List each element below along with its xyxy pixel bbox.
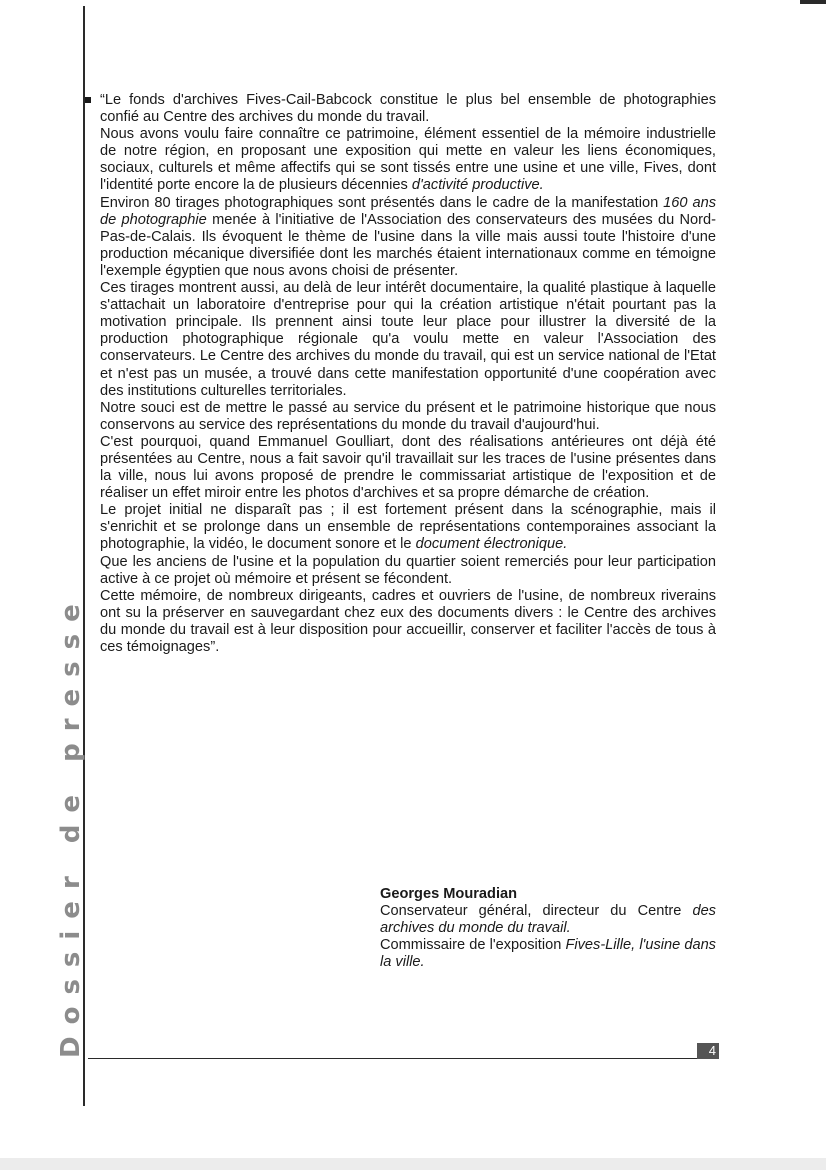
paragraph-bullet xyxy=(85,97,91,103)
signature-title: Conservateur général, directeur du Centre des archives du monde du travail. xyxy=(380,903,716,937)
paragraph-4: Ces tirages montrent aussi, au delà de leur intérêt documentaire, la qualité plastique à laquelle s'attachait un laboratoire d'entreprise pour qui la création artistique n'était pourtant pas la motivation principale. Ils prennent ainsi toute leur place pour illustrer la diversité de la production photographique régionale qu'a voulu mette en valeur l'Association des conservateurs. Le Centre des archives du monde du travail, qui est un service national de l'Etat et n'est pas un musée, a trouvé dans cette manifestation opportunité d'une coopération avec des institutions culturelles territoriales. xyxy=(100,280,716,399)
vertical-section-title: Dossier de presse xyxy=(56,592,86,1058)
paragraph-5: Notre souci est de mettre le passé au service du présent et le patrimoine historique que nous conservons au service des représentations du monde du travail d'aujourd'hui. xyxy=(100,399,716,433)
signature-name: Georges Mouradian xyxy=(380,886,518,902)
paragraph-9: Cette mémoire, de nombreux dirigeants, cadres et ouvriers de l'usine, de nombreux riverains ont su la préserver en sauvegardant chez eux des documents divers : le Centre des archives du monde du travail est à leur disposition pour accueillir, conserver et faciliter l'accès de tous à ces témoignages”. xyxy=(100,587,716,655)
body-text xyxy=(100,92,716,656)
paragraph-2: Nous avons voulu faire connaître ce patrimoine, élément essentiel de la mémoire industrielle de notre région, en proposant une exposition qui mette en valeur les liens économiques, sociaux, culturels et même affectifs qui se sont tissés entre une usine et une ville, Fives, dont l'identité porte encore la de plusieurs décennies d'activité productive. xyxy=(100,126,716,194)
paragraph-1: “Le fonds d'archives Fives-Cail-Babcock constitue le plus bel ensemble de photographies confié au Centre des archives du monde du travail. xyxy=(100,92,716,126)
paragraph-6: C'est pourquoi, quand Emmanuel Goulliart, dont des réalisations antérieures ont déjà été présentées au Centre, nous a fait savoir qu'il travaillait sur les traces de l'usine présentes dans la ville, nous lui avons proposé de prendre le commissariat artistique de l'exposition et de réaliser un effet miroir entre les photos d'archives et sa propre démarche de création. xyxy=(100,433,716,502)
footer-rule xyxy=(88,1058,706,1059)
paragraph-3: Environ 80 tirages photographiques sont présentés dans le cadre de la manifestation 160 ans de photographie menée à l'initiative de l'Association des conservateurs des musées du Nord-Pas-de-Calais. Ils évoquent le thème de l'usine dans la ville mais aussi toute l'histoire d'une production mécanique diversifiée dont les marchés étaient internationaux comme en témoigne l'exemple égyptien que nous avons choisi de présenter. xyxy=(100,194,716,279)
page-number: 4 xyxy=(697,1043,719,1059)
paragraph-7: Le projet initial ne disparaît pas ; il est fortement présent dans la scénographie, mais il s'enrichit et se prolonge dans un ensemble de représentations contemporaines associant la photographie, la vidéo, le document sonore et le document électronique. xyxy=(100,502,716,553)
signature-block xyxy=(380,886,716,971)
corner-mark xyxy=(800,0,826,4)
scan-edge xyxy=(0,1158,826,1170)
paragraph-8: Que les anciens de l'usine et la population du quartier soient remerciés pour leur participation active à ce projet où mémoire et présent se fécondent. xyxy=(100,553,716,587)
signature-role: Commissaire de l'exposition Fives-Lille, l'usine dans la ville. xyxy=(380,937,716,971)
